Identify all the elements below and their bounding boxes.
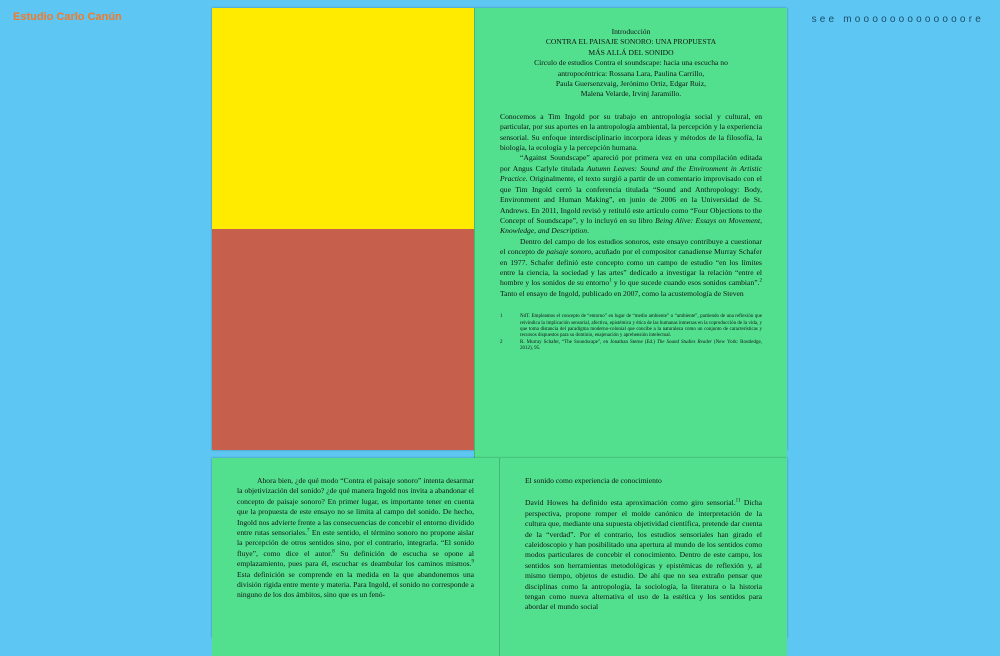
paragraph-text: David Howes ha definido esta aproximación como giro sensorial. <box>525 498 736 508</box>
footnote-ref: 7 <box>307 528 310 534</box>
heading-line: antropocéntrica: Rossana Lara, Paulina Carrillo, <box>557 68 705 78</box>
footnote-text-part: R. Murray Schafer, “The Soundscape”, en Jonathan Sterne (Ed.) <box>520 339 657 345</box>
footnote-number: 1 <box>500 314 503 320</box>
body-paragraph <box>500 237 762 299</box>
see-more-link[interactable]: see mooooooooooooore <box>811 14 984 25</box>
italic-title: Autumn Leaves: Sound and the Environment in Artistic Practice <box>500 163 762 184</box>
footnote-text <box>520 340 762 353</box>
cover-yellow-block <box>212 8 474 229</box>
body-paragraph <box>525 498 762 612</box>
cover-red-block <box>212 229 474 450</box>
paragraph-text: Esta definición se comprende en la medida en la que abandonemos una división rígida entre mente y materia. Para Ingold, el sonido no corresponde a ninguno de los dos ámbitos, sino que es un fenó- <box>237 569 474 600</box>
footnote-ref: 8 <box>332 549 335 555</box>
heading-line: CONTRA EL PAISAJE SONORO: UNA PROPUESTA <box>545 37 717 47</box>
footnote-ref: 11 <box>735 498 741 504</box>
paragraph-text: En este sentido, el término sonoro no propone aislar la percepción de otros sentidos sino, por el contrario, integrarla. “El sonido fluye”, como dice el autor. <box>237 528 475 558</box>
intro-page <box>474 8 787 469</box>
book-spread-2 <box>212 458 787 638</box>
heading-line: MÁS ALLÁ DEL SONIDO <box>588 47 674 57</box>
footnote-ref: 2 <box>759 278 762 284</box>
paragraph-text: Dentro del campo de los estudios sonoros, este ensayo contribuye a cuestionar el concepto de <box>500 236 762 257</box>
heading-line: Malena Velarde, Irvinj Jaramillo. <box>580 89 682 99</box>
intro-heading <box>500 27 762 100</box>
body-paragraph <box>500 112 762 154</box>
heading-line: Introducción <box>611 27 651 36</box>
paragraph-text: Ahora bien, ¿de qué modo “Contra el paisaje sonoro” intenta desarmar la objetivización del sonido? ¿de qué manera Ingold nos invita a abandonar el concepto de paisaje sonoro? En primer lugar, es importante tener en cuenta que la propuesta de este ensayo no se limita al campo del sonido. De hecho, Ingold nos advierte frente a las consecuencias de concebir el entorno dividido entre rutas sensoriales. <box>237 476 474 538</box>
paragraph-text: Tanto el ensayo de Ingold, publicado en 2007, como la acustemología de Steven <box>500 288 744 298</box>
footnote-ref: 9 <box>471 559 474 565</box>
paragraph-text: y lo que sucede cuando esos sonidos cambian”. <box>611 278 760 288</box>
right-page-2 <box>499 458 787 656</box>
body-paragraph <box>237 476 474 601</box>
paragraph-text: . Originalmente, el texto surgió a partir de un comentario improvisado con el que Tim Ingold cerró la conferencia titulada “Sound and Anthropology: Body, Environment and Human Making”, en junio de 2006 en la Universidad de St. Andrews. En 2011, Ingold revisó y retituló este artículo como “Four Objections to the Concept of Soundscape”, y lo incluyó en su libro <box>500 174 762 225</box>
heading-line: Paula Guersenzvaig, Jerónimo Ortiz, Edgar Ruiz, <box>555 79 707 89</box>
footnote-ref: 1 <box>609 278 612 284</box>
footnote-number: 2 <box>500 339 503 345</box>
cover-page <box>212 8 474 450</box>
italic-title: Being Alive: Essays on Movement, Knowledge, and Description <box>500 215 762 236</box>
paragraph-text: . <box>587 226 590 236</box>
body-paragraph <box>500 153 762 236</box>
heading-line: Círculo de estudios Contra el soundscape: hacia una escucha no <box>534 58 728 68</box>
paragraph-text: Su definición de escucha se opone al emplazamiento, pues para él, escuchar es deambular los caminos mismos. <box>237 548 474 569</box>
footnotes <box>500 314 762 352</box>
paragraph-text: Dicha perspectiva, propone romper el molde canónico de interpretación de la cultura que, mediante una supuesta objetividad científica, pretende dar cuenta de la “verdad”. Por el contrario, los estudios sensoriales han girado el caleidoscopio y han posibilitado una apertura al mundo de los sentidos como modos particulares de concebir el conocimiento. Dentro de este campo, los sentidos son herramientas metodológicas y epistémicas de reflexión y, al mismo tiempo, objetos de estudio. De ahí que no sea extraño pensar que disciplinas como la antropología, la sociología, la literatura o la historia tengan como nueva alternativa el uso de la estética y los sentidos para abordar el mundo social <box>525 498 762 612</box>
footnote <box>500 340 762 353</box>
site-brand-link[interactable]: Estudio Carlo Canún <box>13 11 122 23</box>
book-spread-1 <box>212 8 787 450</box>
left-page-2 <box>212 458 499 656</box>
paragraph-text: “Against Soundscape” apareció por primera vez en una compilación editada por Angus Carlyle titulada <box>500 153 762 173</box>
footnote <box>500 314 762 340</box>
paragraph-text: Conocemos a Tim Ingold por su trabajo en antropología social y cultural, en particular, por sus aportes en la antropología ambiental, la percepción y la experiencia sensorial. Su enfoque interdisciplinario incorpora ideas y métodos de la filosofía, la biología, la ecología y la percepción humana. <box>500 111 762 153</box>
italic-term: paisaje sonoro <box>546 247 592 257</box>
italic-title: The Sound Studies Reader <box>656 339 712 345</box>
paragraph-text: , acuñado por el compositor canadiense Murray Schafer en 1977. Schafer definió este concepto como un campo de estudio “en los límites entre la ciencia, la sociedad y las artes” dedicado a investigar la relación “entre el hombre y los sonidos de su entorno <box>500 247 762 288</box>
footnote-text-part: (New York: Routledge, 2012), 95. <box>520 339 762 352</box>
footnote-text: NdT. Empleamos el concepto de “entorno” en lugar de “medio ambiente” o “ambiente”, partiendo de una reflexión que reivindica la implicación sensorial, afectiva, epistémica y ética de las humanas inmersas en la coproducción de la vida, y que toma distancia del paradigma moderno-colonial que concibe a la naturaleza como un conjunto de características y recursos dispuestos para su dominio, enajenación y aprehensión intelectual. <box>520 314 762 339</box>
section-heading: El sonido como experiencia de conocimiento <box>525 476 662 485</box>
